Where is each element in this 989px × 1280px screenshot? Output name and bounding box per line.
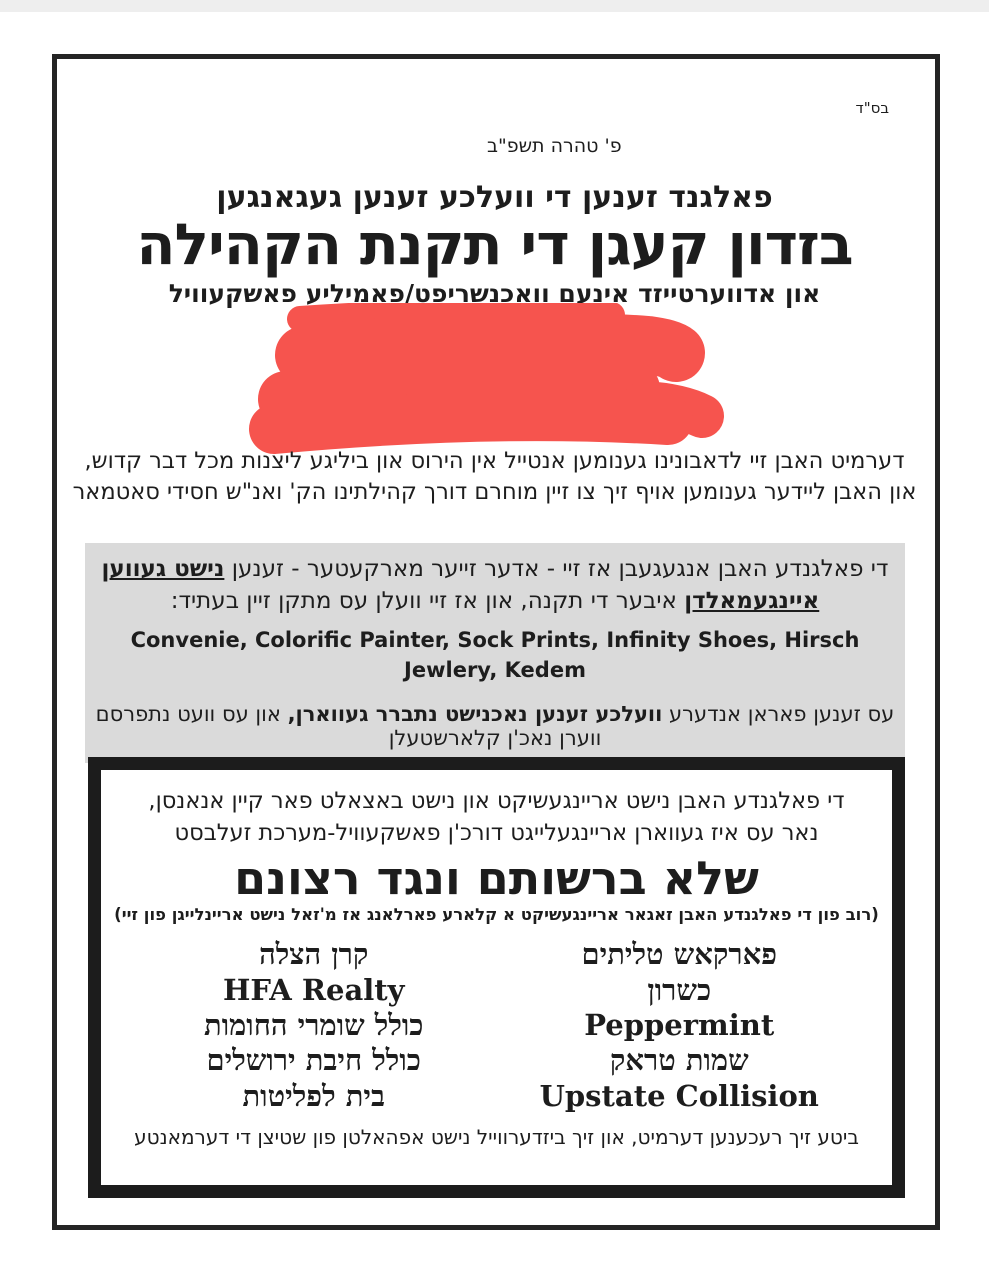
without-permission-box xyxy=(88,757,905,1198)
accusation-paragraph-line1: דערמיט האבן זיי לדאבונינו גענומען אנטייל אין הירוס און ביליגע ליצנות מכל דבר קדוש, xyxy=(84,448,905,474)
name-item: כולל חיבת ירושלים xyxy=(206,1043,421,1078)
parsha-date-line: פ' טהרה תשפ"ב xyxy=(487,135,622,157)
not-informed-line1 xyxy=(93,553,897,585)
box-footer-line: ביטע זיך רעכענען דערמיט, און זיך ביזדערווייל נישט אפהאלטן פון שטיצן די דערמאנטע xyxy=(134,1125,859,1150)
headline-subtitle: און אדווערטייזד אינעם וואכנשריפט/פאמיליע פאשקעוויל xyxy=(168,278,821,308)
accusation-paragraph xyxy=(60,446,929,508)
bsd-header: בס"ד xyxy=(855,99,889,117)
names-column-left xyxy=(131,937,497,1114)
pending-clarification-strip xyxy=(85,689,905,763)
name-item: קרן הצלה xyxy=(259,937,369,972)
name-item: בית לפליטות xyxy=(242,1078,385,1113)
name-item: פארקאש טליתים xyxy=(581,937,777,972)
headline-block xyxy=(70,181,919,308)
business-names-list: Convenie, Colorific Painter, Sock Prints, Infinity Shoes, Hirsch Jewlery, Kedem xyxy=(130,628,860,682)
victim-names-columns xyxy=(101,937,892,1114)
box-parenthetical: (רוב פון די פאלגנדע האבן זאגאר אריינגעשיקט א קלארע פארלאנג אז מ'זאל נישט אריינלייגן פון זיי) xyxy=(114,905,879,925)
pending-strip-bold: וועלכע זענען נאכנישט נתברר געווארן, xyxy=(287,702,663,726)
redaction-scribble-icon xyxy=(240,303,745,455)
box-intro xyxy=(101,786,892,849)
box-intro-line1: די פאלגנדע האבן נישט אריינגעשיקט און נישט באצאלט פאר קיין אנאנסן, xyxy=(148,788,845,814)
pending-strip-text1: עס זענען פאראן אנדערע xyxy=(662,702,895,726)
not-informed-line2-emphasis: איינגעמאלדן xyxy=(684,588,820,615)
name-item: כשרון xyxy=(647,972,712,1007)
name-item: שמות טראק xyxy=(609,1043,749,1078)
photo-top-edge xyxy=(0,0,989,12)
name-item: Peppermint xyxy=(584,1008,775,1043)
accusation-paragraph-line2: און האבן ליידער גענומען אויף זיך צו זיין מוחרם דורך קהילתינו הק' ואנ"ש חסידי סאטמאר xyxy=(72,479,917,506)
box-intro-line2: נאר עס איז געווארן אריינגעלייגט דורכ'ן פאשקעוויל-מערכת זעלבסט xyxy=(174,819,819,846)
not-informed-line1-text: די פאלגנדע האבן אנגעגעבן אז זיי - אדער זייער מארקעטער - זענען xyxy=(224,556,889,582)
not-informed-line2-text: איבער די תקנה, און אז זיי וועלן עס מתקן זיין בעתיד: xyxy=(170,588,685,615)
name-item: כולל שומרי החומות xyxy=(204,1008,424,1043)
headline-main-title: בזדון קעגן די תקנת הקהילה xyxy=(136,212,853,278)
headline-line1: פאלגנד זענען די וועלכע זענען געגאנגען xyxy=(216,180,773,215)
not-informed-line2 xyxy=(93,585,897,617)
pending-strip-text2: און עס וועט נתפרסם ווערן נאכ'ן קלארשטעלן xyxy=(95,702,602,750)
name-item: Upstate Collision xyxy=(539,1078,819,1113)
not-informed-notice-box xyxy=(85,543,905,697)
names-column-right xyxy=(497,937,863,1114)
box-big-title: שלא ברשותם ונגד רצונם xyxy=(234,851,759,905)
not-informed-line1-emphasis: נישט געווען xyxy=(101,556,225,582)
name-item: HFA Realty xyxy=(223,972,405,1007)
